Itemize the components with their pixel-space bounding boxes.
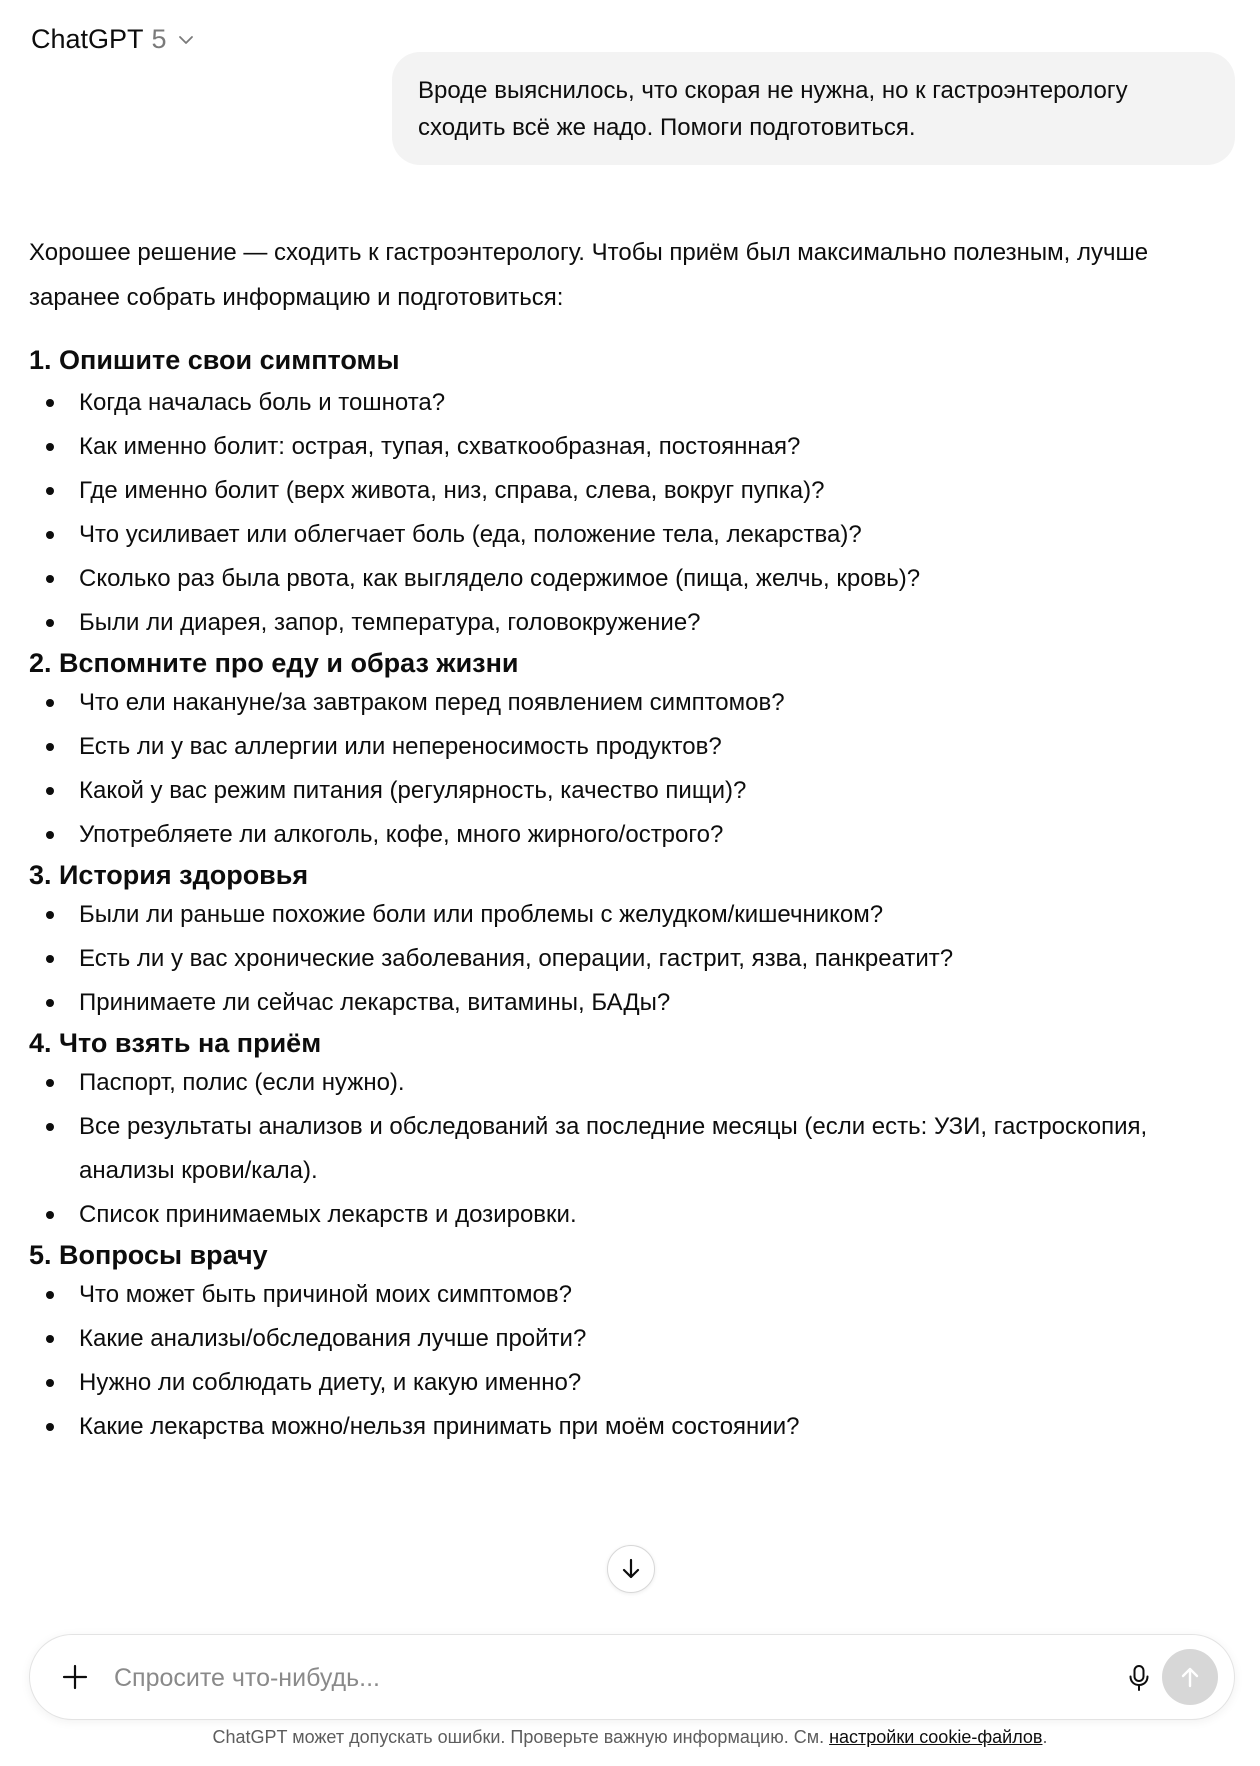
section-title: 1. Опишите свои симптомы: [29, 345, 400, 375]
arrow-up-icon: [1177, 1664, 1203, 1690]
model-version: 5: [151, 24, 167, 54]
disclaimer-end: .: [1042, 1727, 1048, 1747]
cookie-settings-link[interactable]: настройки cookie-файлов: [829, 1727, 1043, 1747]
list-item: Когда началась боль и тошнота?: [29, 381, 1209, 425]
section-list: [29, 681, 1209, 857]
section-list: [29, 1061, 1209, 1237]
answer-intro: Хорошее решение — сходить к гастроэнтерологу. Чтобы приём был максимально полезным, лучше заранее собрать информацию и подготовиться:: [29, 239, 1149, 311]
list-item: Принимаете ли сейчас лекарства, витамины, БАДы?: [29, 981, 1209, 1025]
list-item: Нужно ли соблюдать диету, и какую именно?: [29, 1361, 1209, 1405]
send-button[interactable]: [1162, 1649, 1218, 1705]
list-item: Список принимаемых лекарств и дозировки.: [29, 1193, 1209, 1237]
list-item: Употребляете ли алкоголь, кофе, много жирного/острого?: [29, 813, 1209, 857]
section-title: 3. История здоровья: [29, 860, 309, 890]
prompt-input[interactable]: [112, 1655, 1066, 1701]
list-item: Есть ли у вас аллергии или непереносимость продуктов?: [29, 725, 1209, 769]
chevron-down-icon: [177, 31, 195, 49]
app-name: ChatGPT: [31, 24, 144, 54]
list-item: Паспорт, полис (если нужно).: [29, 1061, 1209, 1105]
list-item: Как именно болит: острая, тупая, схваткообразная, постоянная?: [29, 425, 1209, 469]
list-item: Сколько раз была рвота, как выглядело содержимое (пища, желчь, кровь)?: [29, 557, 1209, 601]
list-item: Были ли диарея, запор, температура, головокружение?: [29, 601, 1209, 645]
section-title: 2. Вспомните про еду и образ жизни: [29, 648, 519, 678]
list-item: Были ли раньше похожие боли или проблемы с желудком/кишечником?: [29, 893, 1209, 937]
composer: [29, 1634, 1235, 1720]
section-title: 4. Что взять на приём: [29, 1028, 322, 1058]
list-item: Что ели накануне/за завтраком перед появлением симптомов?: [29, 681, 1209, 725]
list-item: Что усиливает или облегчает боль (еда, положение тела, лекарства)?: [29, 513, 1209, 557]
scroll-to-bottom-button[interactable]: [607, 1545, 655, 1593]
arrow-down-icon: [618, 1556, 644, 1582]
disclaimer: [0, 1727, 1260, 1748]
list-item: Все результаты анализов и обследований за последние месяцы (если есть: УЗИ, гастроскопия, анализы крови/кала).: [29, 1105, 1209, 1193]
section-list: [29, 1273, 1209, 1449]
disclaimer-text: ChatGPT может допускать ошибки. Проверьте важную информацию. См.: [212, 1727, 825, 1747]
plus-icon[interactable]: [60, 1662, 90, 1692]
list-item: Какие лекарства можно/нельзя принимать при моём состоянии?: [29, 1405, 1209, 1449]
list-item: Есть ли у вас хронические заболевания, операции, гастрит, язва, панкреатит?: [29, 937, 1209, 981]
list-item: Что может быть причиной моих симптомов?: [29, 1273, 1209, 1317]
assistant-message: [29, 230, 1209, 1449]
list-item: Где именно болит (верх живота, низ, справа, слева, вокруг пупка)?: [29, 469, 1209, 513]
list-item: Какой у вас режим питания (регулярность, качество пищи)?: [29, 769, 1209, 813]
section-list: [29, 381, 1209, 645]
section-title: 5. Вопросы врачу: [29, 1240, 268, 1270]
list-item: Какие анализы/обследования лучше пройти?: [29, 1317, 1209, 1361]
model-selector[interactable]: [31, 24, 195, 55]
section-list: [29, 893, 1209, 1025]
user-message-bubble: Вроде выяснилось, что скорая не нужна, но к гастроэнтерологу сходить всё же надо. Помоги подготовиться.: [392, 52, 1235, 165]
microphone-icon[interactable]: [1124, 1663, 1154, 1693]
